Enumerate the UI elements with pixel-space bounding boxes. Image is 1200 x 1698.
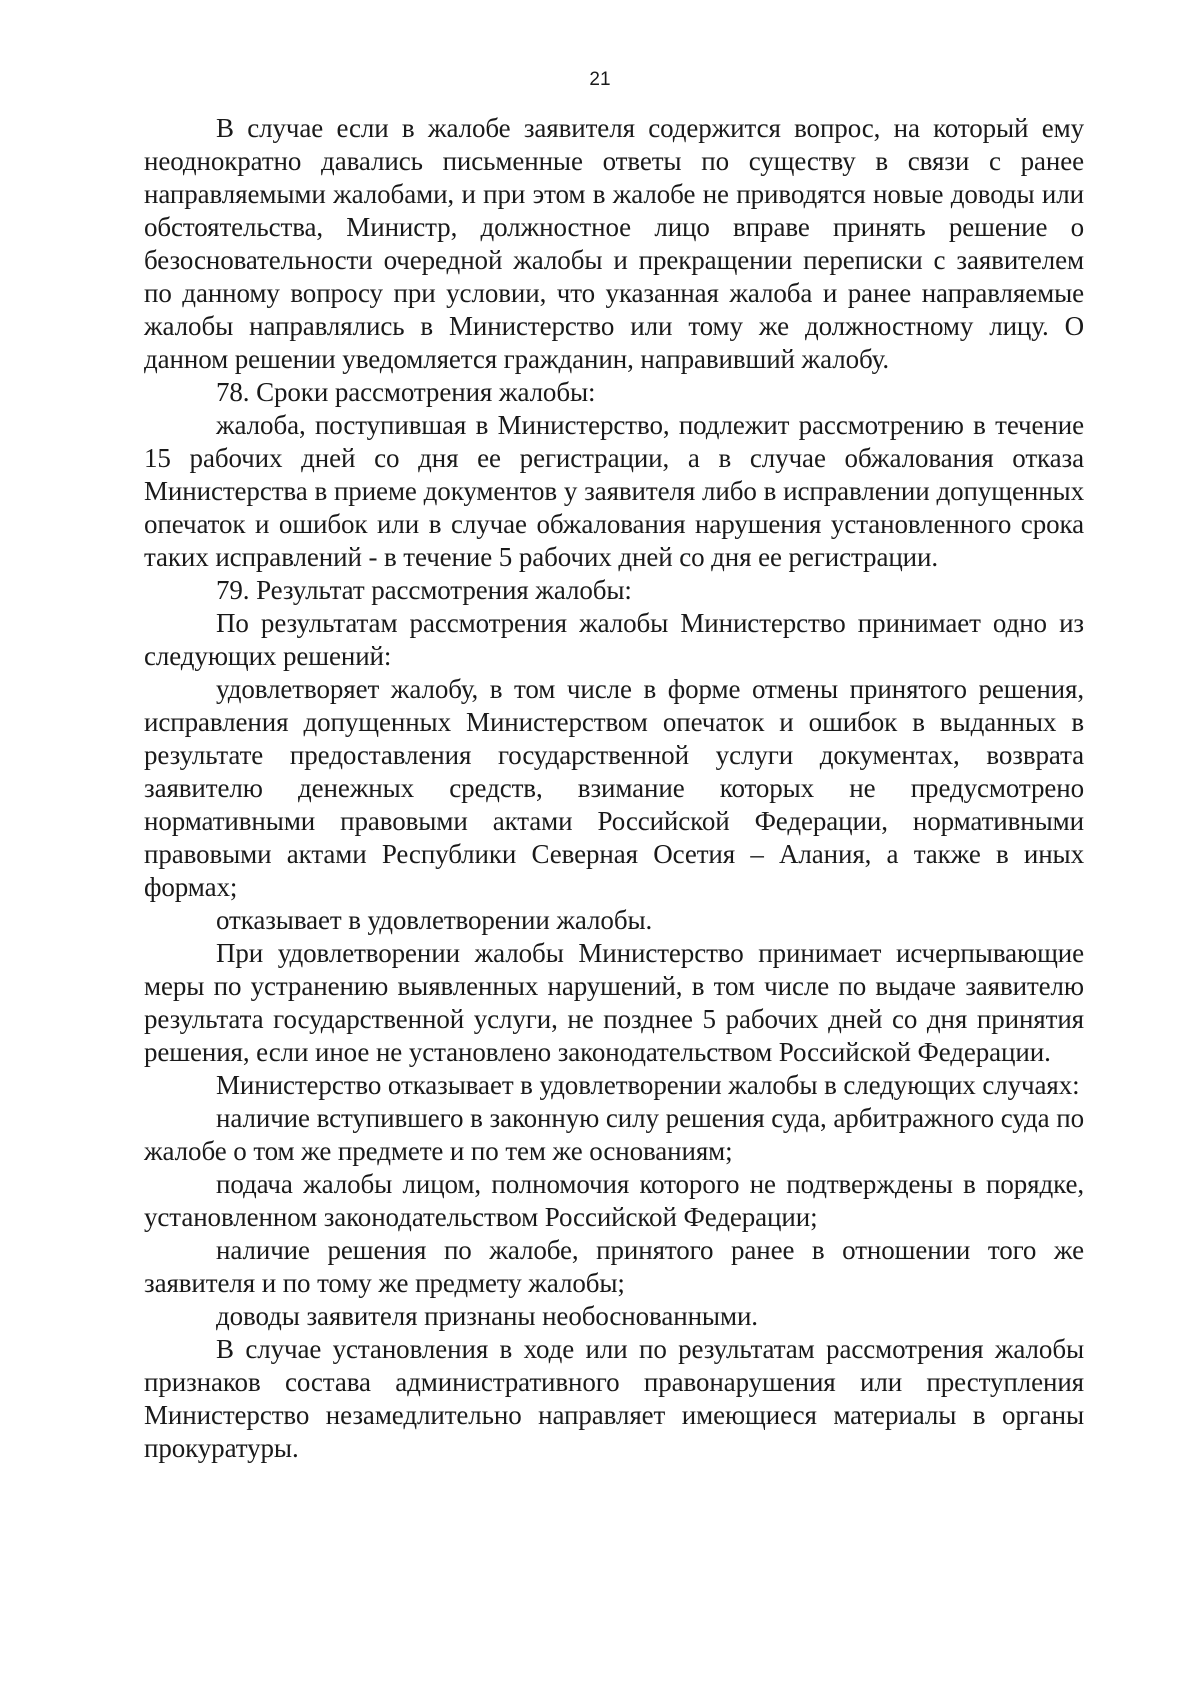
paragraph-review-deadlines: жалоба, поступившая в Министерство, подлежит рассмотрению в течение 15 рабочих дней со дня ее регистрации, а в случае обжалования отказа Министерства в приеме документов у заявителя либо в исправлении допущенных опечаток и ошибок или в случае обжалования нарушения установленного срока таких исправлений - в течение 5 рабочих дней со дня ее регистрации. — [144, 410, 1084, 572]
document-body — [144, 112, 1084, 1465]
paragraph-refusal-cases-intro: Министерство отказывает в удовлетворении жалобы в следующих случаях: — [216, 1070, 1080, 1100]
paragraph-unauthorized-filer: подача жалобы лицом, полномочия которого не подтверждены в порядке, установленном законодательством Российской Федерации; — [144, 1169, 1084, 1232]
section-79-heading: 79. Результат рассмотрения жалобы: — [216, 575, 632, 605]
paragraph-remedy-measures: При удовлетворении жалобы Министерство принимает исчерпывающие меры по устранению выявленных нарушений, в том числе по выдаче заявителю результата государственной услуги, не позднее 5 рабочих дней со дня принятия решения, если иное не установлено законодательством Российской Федерации. — [144, 938, 1084, 1067]
paragraph-court-decision: наличие вступившего в законную силу решения суда, арбитражного суда по жалобе о том же предмете и по тем же основаниям; — [144, 1103, 1084, 1166]
section-78-heading: 78. Сроки рассмотрения жалобы: — [216, 377, 596, 407]
paragraph-satisfies-complaint: удовлетворяет жалобу, в том числе в форме отмены принятого решения, исправления допущенных Министерством опечаток и ошибок в выданных в результате предоставления государственной услуги документах, возврата заявителю денежных средств, взимание которых не предусмотрено нормативными правовыми актами Российской Федерации, нормативными правовыми актами Республики Северная Осетия – Алания, а также в иных формах; — [144, 674, 1084, 902]
page-number: 21 — [589, 69, 611, 90]
paragraph-refuses-complaint: отказывает в удовлетворении жалобы. — [216, 905, 653, 935]
paragraph-repeat-complaint: В случае если в жалобе заявителя содержится вопрос, на который ему неоднократно давались письменные ответы по существу в связи с ранее направляемыми жалобами, и при этом в жалобе не приводятся новые доводы или обстоятельства, Министр, должностное лицо вправе принять решение о безосновательности очередной жалобы и прекращении переписки с заявителем по данному вопросу при условии, что указанная жалоба и ранее направляемые жалобы направлялись в Министерство или тому же должностному лицу. О данном решении уведомляется гражданин, направивший жалобу. — [144, 113, 1084, 374]
paragraph-decision-intro: По результатам рассмотрения жалобы Министерство принимает одно из следующих решений: — [144, 608, 1084, 671]
paragraph-prior-decision: наличие решения по жалобе, принятого ранее в отношении того же заявителя и по тому же предмету жалобы; — [144, 1235, 1084, 1298]
paragraph-prosecution-referral: В случае установления в ходе или по результатам рассмотрения жалобы признаков состава административного правонарушения или преступления Министерство незамедлительно направляет имеющиеся материалы в органы прокуратуры. — [144, 1334, 1084, 1463]
paragraph-unfounded-arguments: доводы заявителя признаны необоснованными. — [216, 1301, 758, 1331]
